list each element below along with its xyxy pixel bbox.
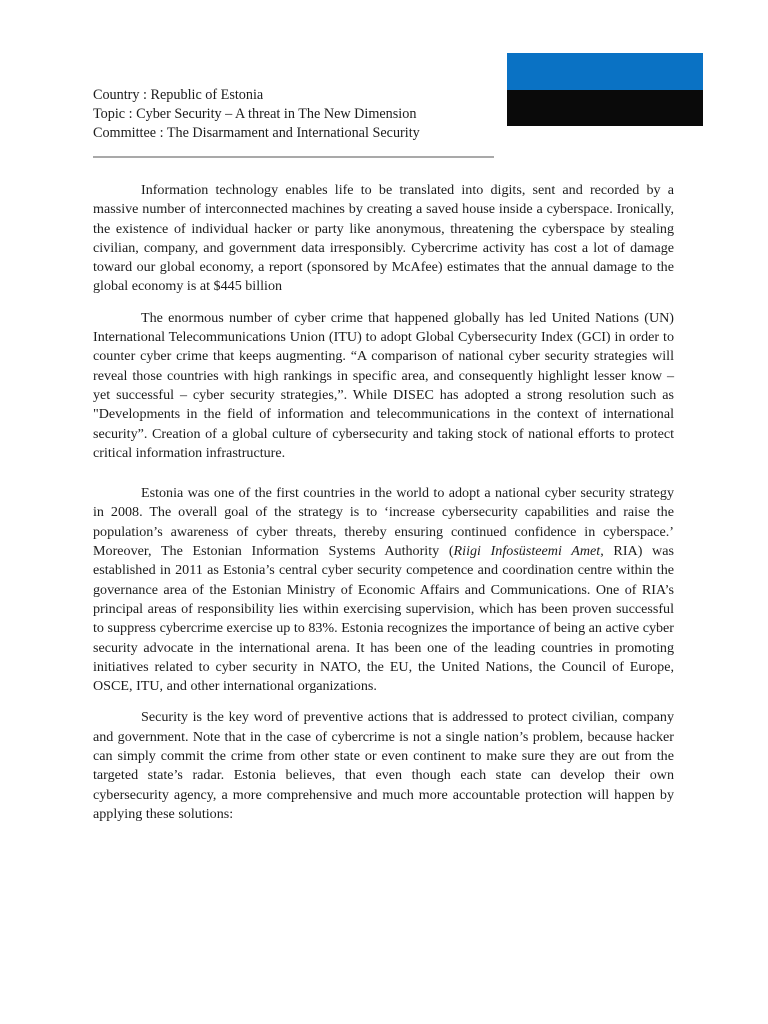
document-body xyxy=(93,181,674,824)
paragraph-4: Security is the key word of preventive actions that is addressed to protect civilian, company and government. Note that in the case of cybercrime is not a single nation’s problem, because hacker can simply commit the crime from other state or even continent to make sure they are out from the targeted state’s radar. Estonia believes, that even though each state can develop their own cybersecurity agency, a more comprehensive and much more accountable protection will happen by applying these solutions: xyxy=(93,709,674,822)
flag-band-black xyxy=(507,90,703,127)
committee-line: Committee : The Disarmament and International Security xyxy=(93,125,420,141)
country-line: Country : Republic of Estonia xyxy=(93,87,264,103)
paragraph-3 xyxy=(93,484,674,696)
paragraph-1: Information technology enables life to be translated into digits, sent and recorded by a massive number of interconnected machines by creating a saved house inside a cyberspace. Ironically, the existence of individual hacker or party like anonymous, threatening the cyberspace by stealing civilian, company, and government data irresponsibly. Cybercrime activity has cost a lot of damage toward our global economy, a report (sponsored by McAfee) estimates that the annual damage to the global economy is at $445 billion xyxy=(93,182,674,295)
header-divider xyxy=(93,156,494,158)
paragraph-3-italic-term: Riigi Infosüsteemi Amet xyxy=(453,543,601,560)
topic-line: Topic : Cyber Security – A threat in The New Dimension xyxy=(93,106,417,122)
paragraph-2: The enormous number of cyber crime that happened globally has led United Nations (UN) International Telecommunications Union (ITU) to adopt Global Cybersecurity Index (GCI) in order to counter cyber crime that keeps augmenting. “A comparison of national cyber security strategies will reveal those countries with high rankings in specific area, and consequently highlight lesser know – yet successful – cyber security strategies,”. While DISEC has adopted a strong resolution such as "Developments in the field of information and telecommunications in the context of international security”. Creation of a global culture of cybersecurity and taking stock of national efforts to protect critical information infrastructure. xyxy=(93,309,674,461)
document-header xyxy=(93,86,513,143)
paragraph-3-part-2: , RIA) was established in 2011 as Estonia’s central cyber security competence and coordination centre within the governance area of the Estonian Ministry of Economic Affairs and Communications. One of RIA’s principal areas of responsibility lies within exercising supervision, which has been proven successful to suppress cybercrime exercise up to 83%. Estonia recognizes the importance of being an active cyber security advocate in the international arena. It has been one of the leading countries in promoting initiatives related to cyber security in NATO, the EU, the United Nations, the Council of Europe, OSCE, ITU, and other international organizations. xyxy=(93,543,674,695)
estonia-flag-image xyxy=(507,53,703,126)
flag-band-blue xyxy=(507,53,703,90)
paragraph-3-part-1: Estonia was one of the first countries in the world to adopt a national cyber security strategy in 2008. The overall goal of the strategy is to ‘increase cybersecurity capabilities and raise the population’s awareness of cyber threats, thereby ensuring continued confidence in cyberspace.’ Moreover, The Estonian Information Systems Authority ( xyxy=(93,485,674,560)
